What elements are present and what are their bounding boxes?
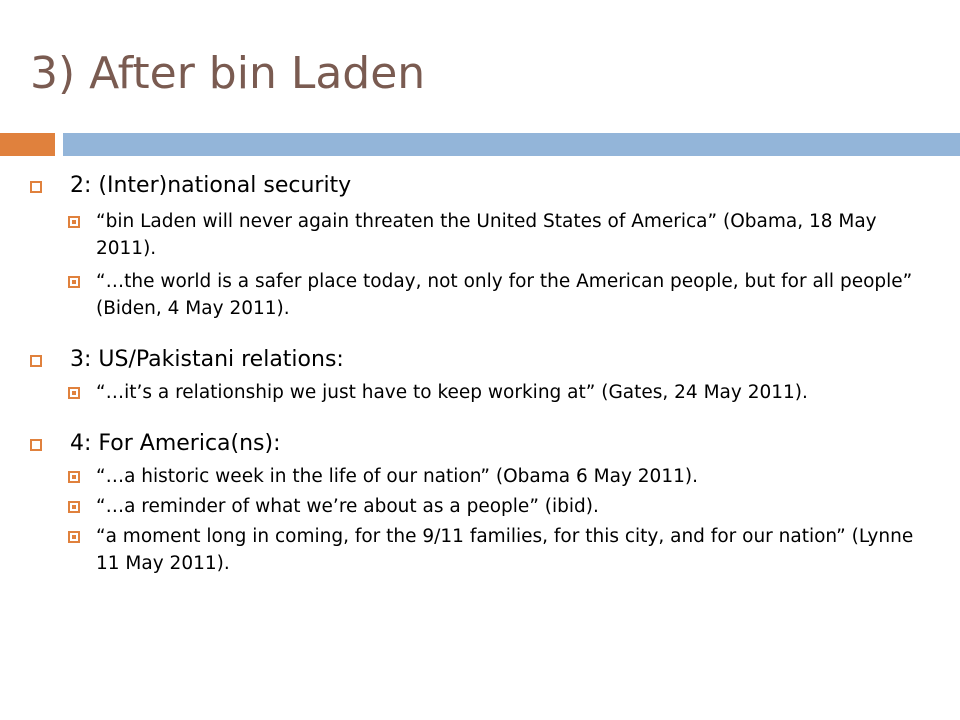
section-heading-text: 2: (Inter)national security (70, 173, 352, 198)
square-bullet-icon (30, 181, 42, 193)
section-heading (30, 170, 935, 202)
section-us-pakistani-relations (30, 344, 935, 406)
quote-text: “…a reminder of what we’re about as a people” (ibid). (96, 496, 599, 517)
section-international-security (30, 170, 935, 322)
list-item (68, 379, 935, 406)
section-for-americans (30, 428, 935, 577)
list-item (68, 208, 935, 262)
quote-text: “…the world is a safer place today, not only for the American people, but for all people” (Biden, 4 May 2011). (96, 271, 913, 319)
slide-title: 3) After bin Laden (30, 48, 426, 99)
list-item (68, 463, 935, 490)
section-heading-text: 4: For America(ns): (70, 431, 281, 456)
title-rule-orange (0, 133, 55, 156)
filled-square-bullet-icon (68, 276, 80, 288)
filled-square-bullet-icon (68, 387, 80, 399)
filled-square-bullet-icon (68, 216, 80, 228)
filled-square-bullet-icon (68, 501, 80, 513)
quote-text: “…it’s a relationship we just have to keep working at” (Gates, 24 May 2011). (96, 382, 808, 403)
filled-square-bullet-icon (68, 471, 80, 483)
section-heading-text: 3: US/Pakistani relations: (70, 347, 344, 372)
section-heading (30, 344, 935, 376)
quote-text: “a moment long in coming, for the 9/11 families, for this city, and for our nation” (Lynne 11 May 2011). (96, 526, 914, 574)
list-item (68, 523, 935, 577)
square-bullet-icon (30, 439, 42, 451)
slide-content (30, 170, 935, 599)
list-item (68, 493, 935, 520)
square-bullet-icon (30, 355, 42, 367)
section-heading (30, 428, 935, 460)
quote-text: “…a historic week in the life of our nation” (Obama 6 May 2011). (96, 466, 698, 487)
filled-square-bullet-icon (68, 531, 80, 543)
quote-text: “bin Laden will never again threaten the United States of America” (Obama, 18 May 2011). (96, 211, 877, 259)
title-rule-blue (63, 133, 960, 156)
list-item (68, 268, 935, 322)
